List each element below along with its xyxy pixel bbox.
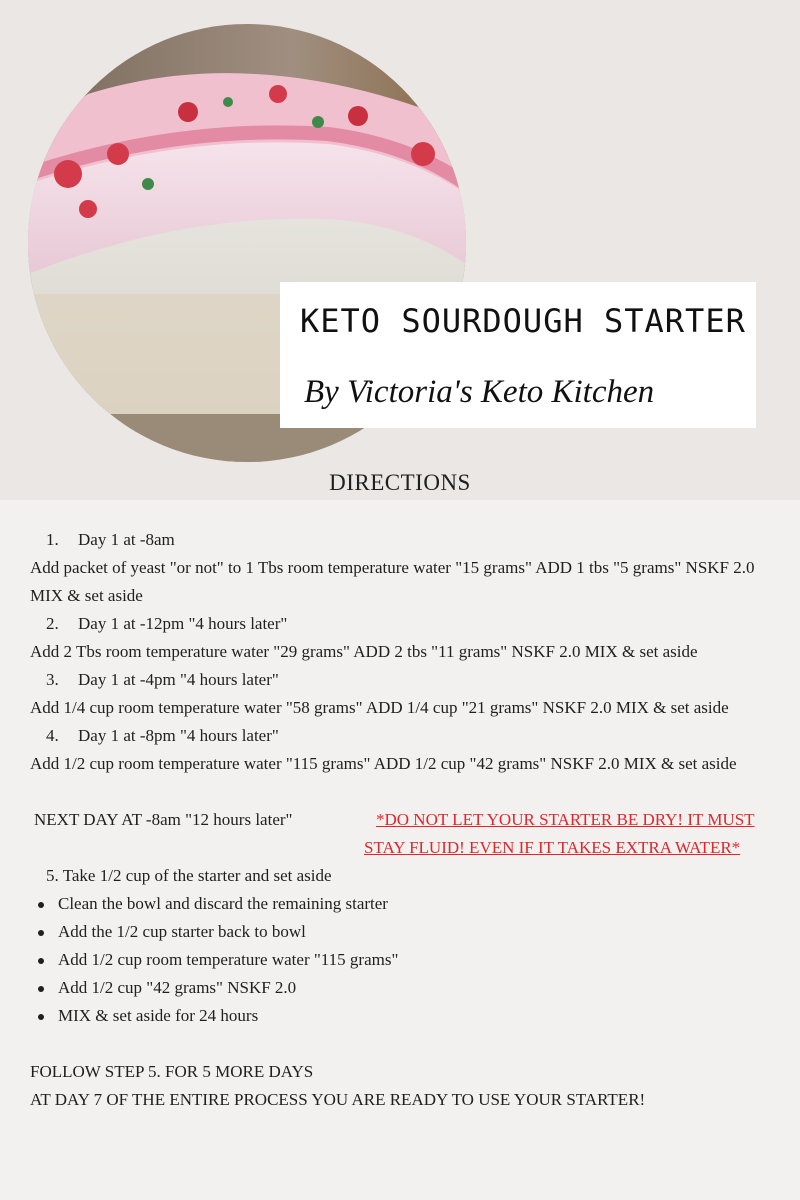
next-day-label: NEXT DAY AT -8am "12 hours later" xyxy=(34,810,293,829)
title-card xyxy=(280,282,756,428)
list-item: MIX & set aside for 24 hours xyxy=(30,1002,790,1030)
step-5-bullets xyxy=(30,890,790,1030)
step-4-label: 4. Day 1 at -8pm "4 hours later" xyxy=(46,726,279,745)
list-item: Add 1/2 cup room temperature water "115 grams" xyxy=(30,946,790,974)
footer-line-1: FOLLOW STEP 5. FOR 5 MORE DAYS xyxy=(30,1062,314,1081)
footer-line-2: AT DAY 7 OF THE ENTIRE PROCESS YOU ARE READY TO USE YOUR STARTER! xyxy=(30,1090,646,1109)
directions-body xyxy=(30,526,790,1114)
step-3-text: Add 1/4 cup room temperature water "58 grams" ADD 1/4 cup "21 grams" NSKF 2.0 MIX & set aside xyxy=(30,698,729,717)
list-item: Add the 1/2 cup starter back to bowl xyxy=(30,918,790,946)
step-5-text: 5. Take 1/2 cup of the starter and set aside xyxy=(46,866,332,885)
dry-starter-warning: *DO NOT LET YOUR STARTER BE DRY! IT MUST STAY FLUID! EVEN IF IT TAKES EXTRA WATER* xyxy=(364,810,755,857)
author-subtitle: By Victoria's Keto Kitchen xyxy=(304,374,655,410)
next-day-row xyxy=(30,806,790,862)
step-4-text: Add 1/2 cup room temperature water "115 grams" ADD 1/2 cup "42 grams" NSKF 2.0 MIX & set aside xyxy=(30,754,737,773)
step-1-text: Add packet of yeast "or not" to 1 Tbs room temperature water "15 grams" ADD 1 tbs "5 grams" NSKF 2.0 MIX & set aside xyxy=(30,558,755,605)
directions-heading: DIRECTIONS xyxy=(329,470,471,495)
list-item: Add 1/2 cup "42 grams" NSKF 2.0 xyxy=(30,974,790,1002)
step-2-label: 2. Day 1 at -12pm "4 hours later" xyxy=(46,614,288,633)
step-2-text: Add 2 Tbs room temperature water "29 grams" ADD 2 tbs "11 grams" NSKF 2.0 MIX & set aside xyxy=(30,642,698,661)
step-1-label: 1. Day 1 at -8am xyxy=(46,530,175,549)
recipe-title: KETO SOURDOUGH STARTER xyxy=(300,302,746,340)
step-3-label: 3. Day 1 at -4pm "4 hours later" xyxy=(46,670,279,689)
list-item: Clean the bowl and discard the remaining starter xyxy=(30,890,790,918)
